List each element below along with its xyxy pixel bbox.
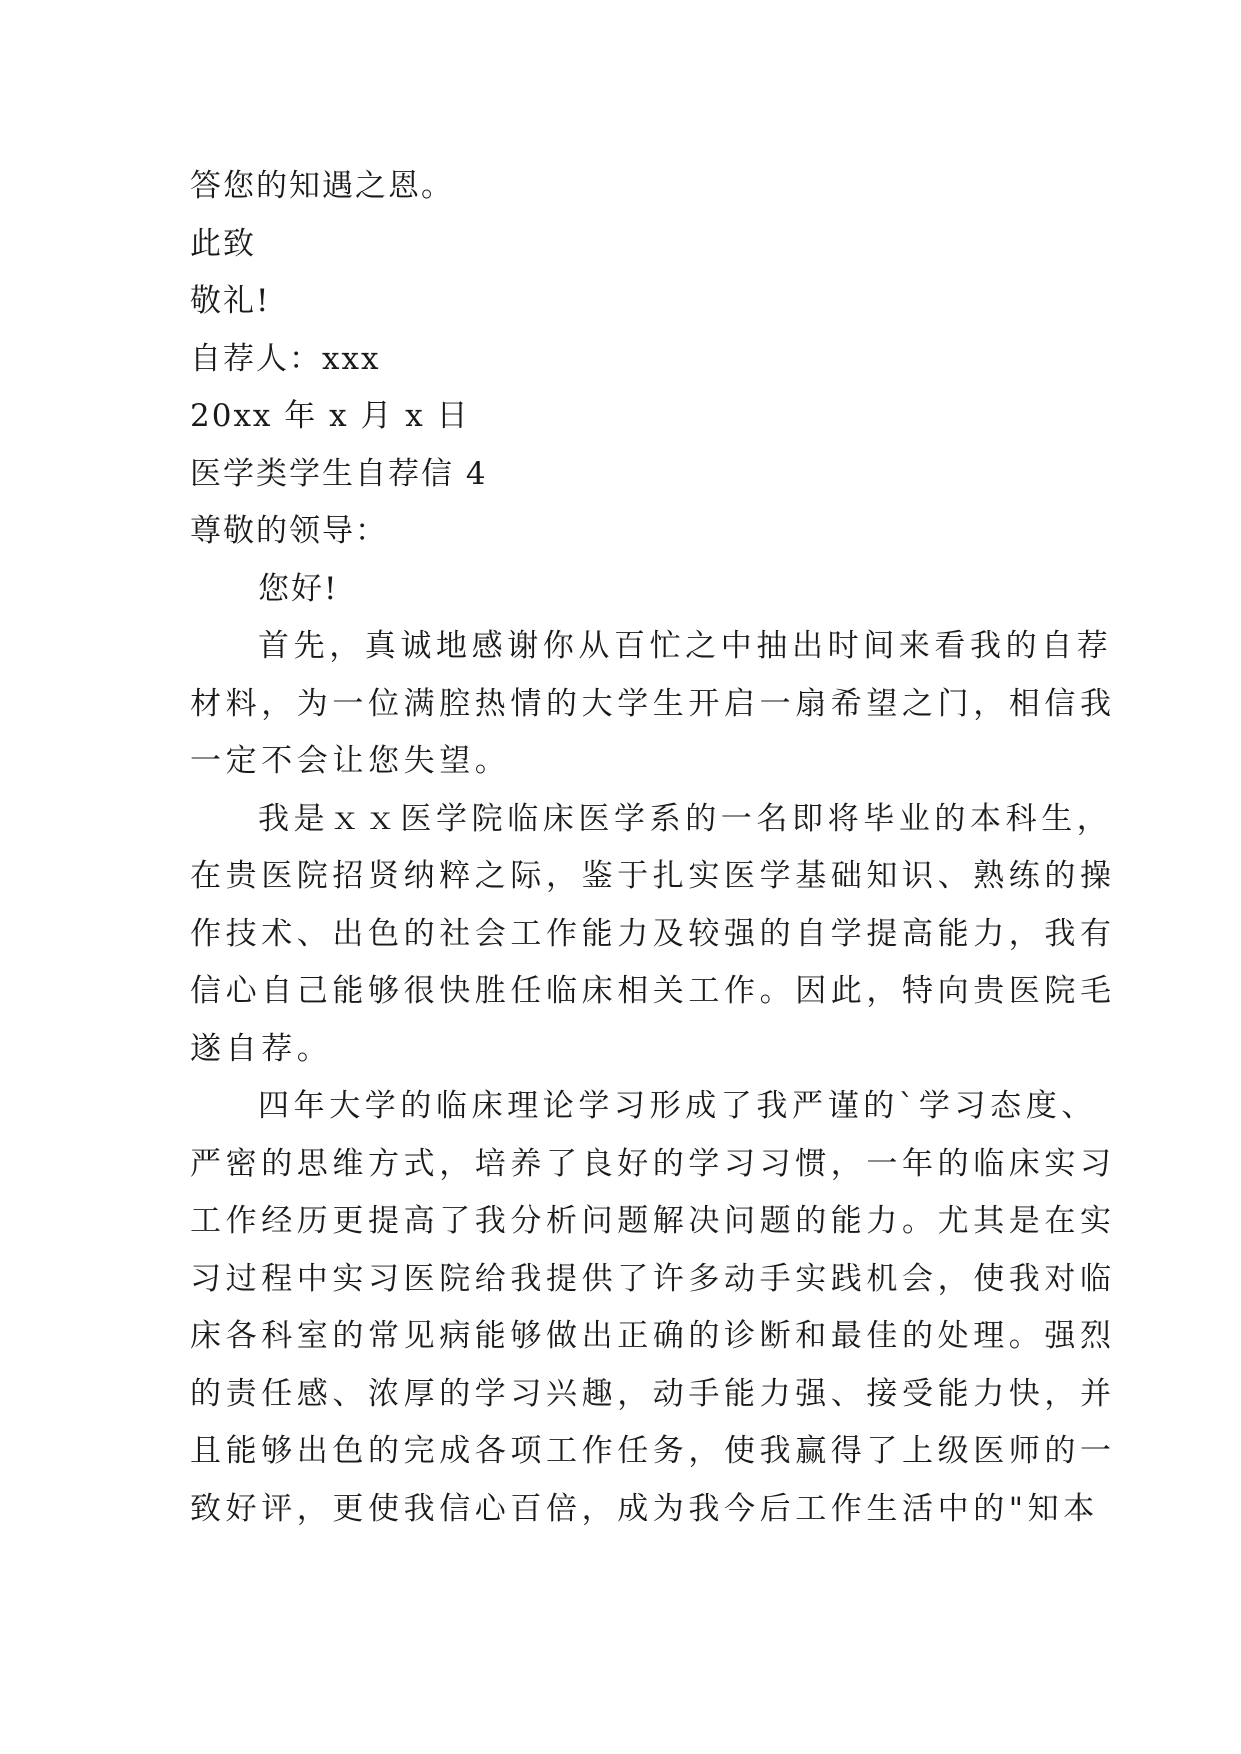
paragraph-line: 的责任感、浓厚的学习兴趣，动手能力强、接受能力快，并	[190, 1375, 1116, 1412]
paragraph-line: 材料，为一位满腔热情的大学生开启一扇希望之门，相信我	[190, 685, 1116, 722]
document-body	[190, 158, 1116, 1538]
salutation-jingli: 敬礼!	[190, 283, 271, 319]
greeting-line: 您好!	[258, 570, 339, 607]
letter-title: 医学类学生自荐信 4	[190, 455, 488, 492]
paragraph-line: 床各科室的常见病能够做出正确的诊断和最佳的处理。强烈	[190, 1318, 1116, 1354]
paragraph-3	[190, 1078, 1116, 1538]
closing-line: 答您的知遇之恩。	[190, 168, 454, 204]
paragraph-line: 作技术、出色的社会工作能力及较强的自学提高能力，我有	[190, 915, 1116, 952]
date-line: 20xx 年 x 月 x 日	[190, 398, 470, 434]
paragraph-line: 严密的思维方式，培养了良好的学习习惯，一年的临床实习	[190, 1145, 1116, 1182]
paragraph-line: 遂自荐。	[190, 1030, 333, 1067]
paragraph-line: 习过程中实习医院给我提供了许多动手实践机会，使我对临	[190, 1260, 1116, 1297]
paragraph-line: 信心自己能够很快胜任临床相关工作。因此，特向贵医院毛	[190, 973, 1116, 1009]
paragraph-2	[190, 791, 1116, 1079]
recipient-line: 尊敬的领导：	[190, 513, 388, 549]
paragraph-line: 工作经历更提高了我分析问题解决问题的能力。尤其是在实	[190, 1203, 1116, 1239]
paragraph-line: 四年大学的临床理论学习形成了我严谨的`学习态度、	[258, 1088, 1097, 1124]
paragraph-1	[190, 618, 1116, 791]
signature-line: 自荐人：xxx	[190, 340, 381, 377]
paragraph-line: 在贵医院招贤纳粹之际，鉴于扎实医学基础知识、熟练的操	[190, 858, 1116, 894]
paragraph-line: 一定不会让您失望。	[190, 743, 511, 779]
paragraph-line: 我是ｘｘ医学院临床医学系的一名即将毕业的本科生，	[258, 800, 1113, 837]
paragraph-line: 且能够出色的完成各项工作任务，使我赢得了上级医师的一	[190, 1433, 1116, 1469]
paragraph-line: 首先，真诚地感谢你从百忙之中抽出时间来看我的自荐	[258, 628, 1113, 664]
salutation-cizhi: 此致	[190, 225, 256, 262]
paragraph-line: 致好评，更使我信心百倍，成为我今后工作生活中的"知本	[190, 1490, 1099, 1527]
